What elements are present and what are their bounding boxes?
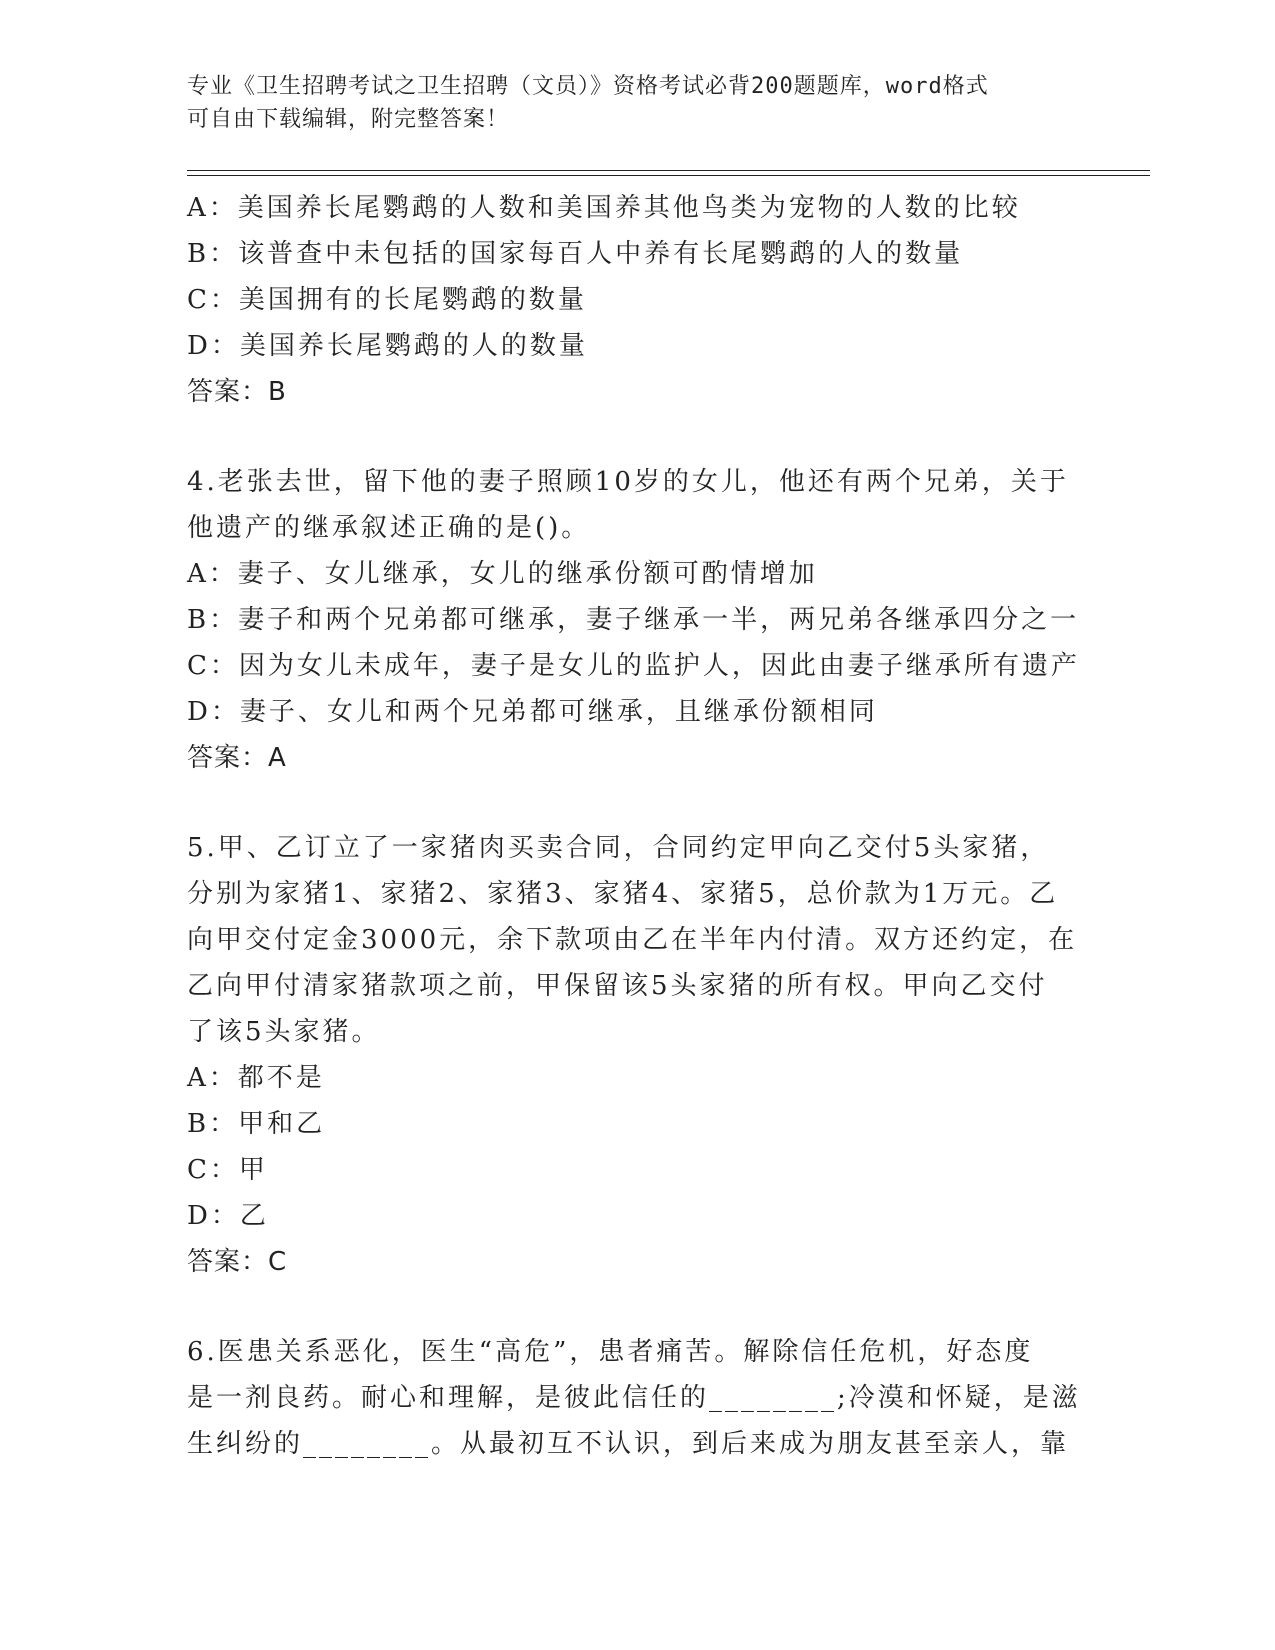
answer-line: 答案：B <box>187 377 287 407</box>
option-b: B：妻子和两个兄弟都可继承，妻子继承一半，两兄弟各继承四分之一 <box>187 605 1080 635</box>
option-c: C：甲 <box>187 1155 268 1185</box>
spacer <box>187 415 1087 459</box>
question-stem-line: 4.老张去世，留下他的妻子照顾10岁的女儿，他还有两个兄弟，关于 <box>187 467 1069 497</box>
question-stem-line: 他遗产的继承叙述正确的是()。 <box>187 513 591 543</box>
question-3 <box>187 185 1087 415</box>
option-a: A：妻子、女儿继承，女儿的继承份额可酌情增加 <box>187 559 818 589</box>
header-line-1: 专业《卫生招聘考试之卫生招聘（文员）》资格考试必背200题题库，word格式 <box>187 74 989 99</box>
option-d: D：美国养长尾鹦鹉的人的数量 <box>187 331 588 361</box>
question-stem-line: 向甲交付定金3000元，余下款项由乙在半年内付清。双方还约定，在 <box>187 925 1078 955</box>
question-stem-line: 分别为家猪1、家猪2、家猪3、家猪4、家猪5，总价款为1万元。乙 <box>187 879 1059 909</box>
answer-line: 答案：C <box>187 1247 288 1277</box>
option-c: C：因为女儿未成年，妻子是女儿的监护人，因此由妻子继承所有遗产 <box>187 651 1080 681</box>
option-a: A：美国养长尾鹦鹉的人数和美国养其他鸟类为宠物的人数的比较 <box>187 193 1021 223</box>
question-list <box>187 185 1087 1467</box>
question-stem-line: 了该5头家猪。 <box>187 1017 381 1047</box>
option-b: B：该普查中未包括的国家每百人中养有长尾鹦鹉的人的数量 <box>187 239 964 269</box>
question-stem-line: 5.甲、乙订立了一家猪肉买卖合同，合同约定甲向乙交付5头家猪， <box>187 833 1050 863</box>
option-b: B：甲和乙 <box>187 1109 326 1139</box>
header-rule-bottom <box>187 175 1150 176</box>
question-4 <box>187 459 1087 781</box>
header-line-2: 可自由下载编辑，附完整答案！ <box>187 107 510 132</box>
option-d: D：乙 <box>187 1201 269 1231</box>
question-stem-line: 6.医患关系恶化，医生“高危”，患者痛苦。解除信任危机，好态度 <box>187 1337 1034 1367</box>
option-a: A：都不是 <box>187 1063 325 1093</box>
header-rule-top <box>187 170 1150 171</box>
option-d: D：妻子、女儿和两个兄弟都可继承，且继承份额相同 <box>187 697 878 727</box>
question-6 <box>187 1329 1087 1467</box>
document-header <box>187 70 1067 136</box>
answer-line: 答案：A <box>187 743 287 773</box>
option-c: C：美国拥有的长尾鹦鹉的数量 <box>187 285 587 315</box>
spacer <box>187 781 1087 825</box>
question-stem-line: 生纠纷的________。从最初互不认识，到后来成为朋友甚至亲人，靠 <box>187 1429 1070 1459</box>
question-stem-line: 是一剂良药。耐心和理解，是彼此信任的________;冷漠和怀疑，是滋 <box>187 1383 1081 1413</box>
question-stem-line: 乙向甲付清家猪款项之前，甲保留该5头家猪的所有权。甲向乙交付 <box>187 971 1048 1001</box>
question-5 <box>187 825 1087 1285</box>
spacer <box>187 1285 1087 1329</box>
